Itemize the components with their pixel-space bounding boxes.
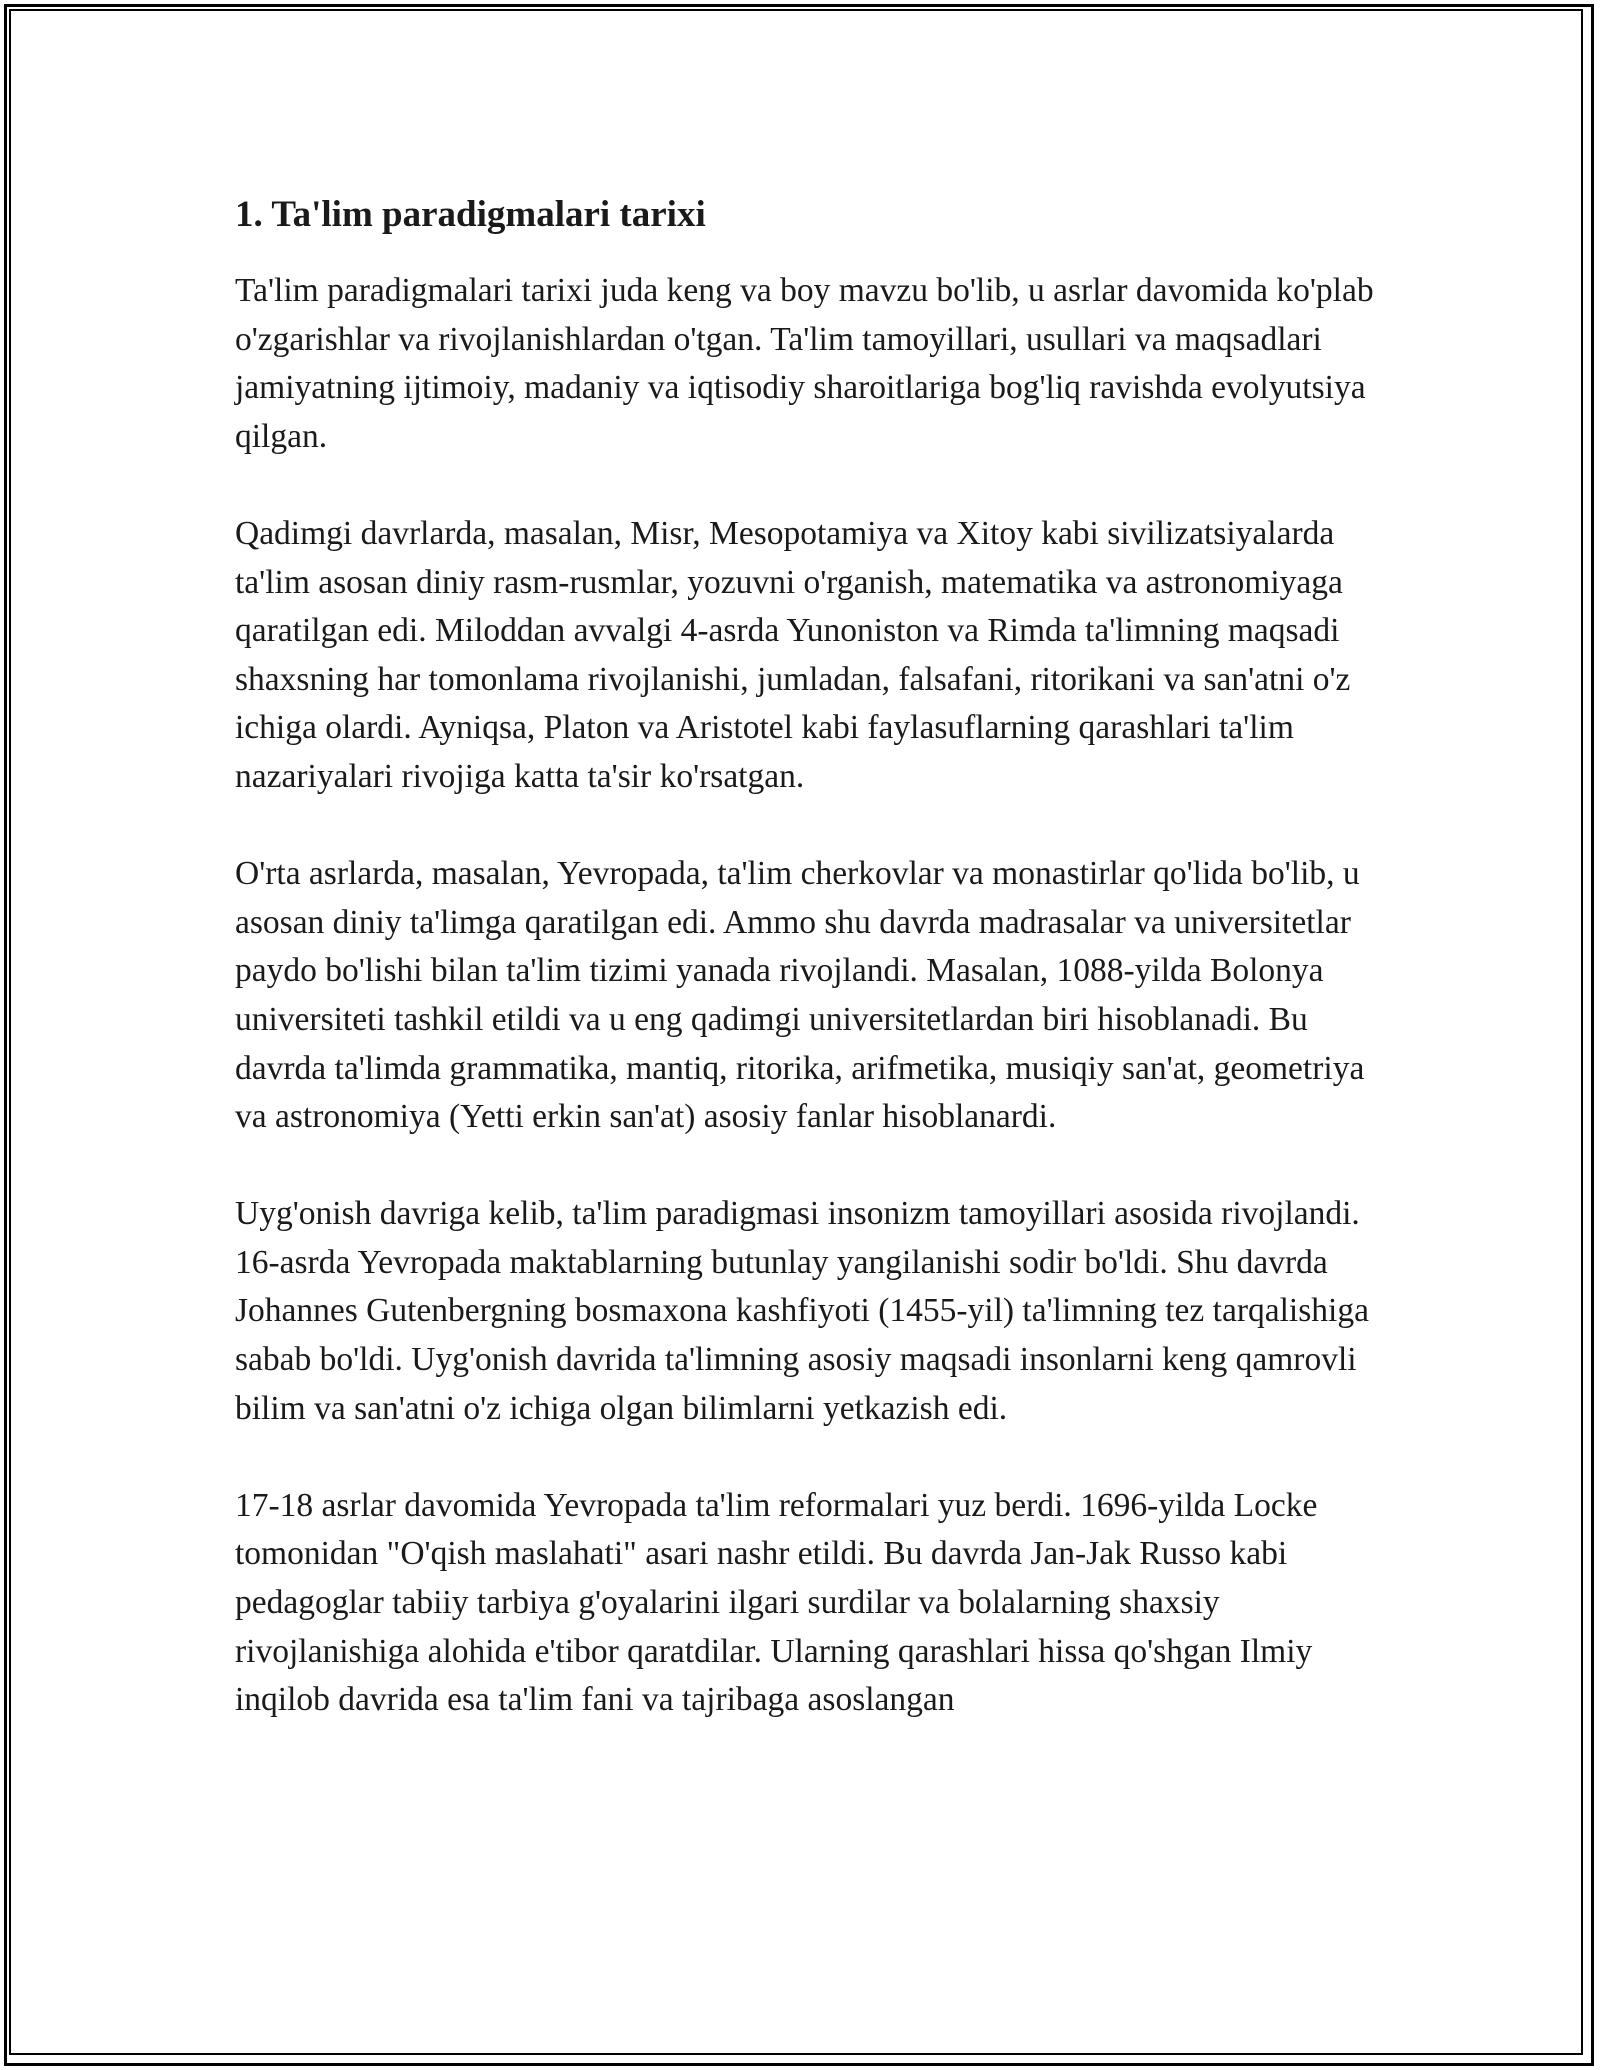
paragraph-2: Qadimgi davrlarda, masalan, Misr, Mesopotamiya va Xitoy kabi sivilizatsiyalarda ta'lim asosan diniy rasm-rusmlar, yozuvni o'rganish, matematika va astronomiyaga qaratilgan edi. Miloddan avvalgi 4-asrda Yunoniston va Rimda ta'limning maqsadi shaxsning har tomonlama rivojlanishi, jumladan, falsafani, ritorikani va san'atni o'z ichiga olardi. Ayniqsa, Platon va Aristotel kabi faylasuflarning qarashlari ta'lim nazariyalari rivojiga katta ta'sir ko'rsatgan. <box>235 514 1351 795</box>
paragraph-4: Uyg'onish davriga kelib, ta'lim paradigmasi insonizm tamoyillari asosida rivojlandi. 16-asrda Yevropada maktablarning butunlay yangilanishi sodir bo'ldi. Shu davrda Johannes Gutenbergning bosmaxona kashfiyoti (1455-yil) ta'limning tez tarqalishiga sabab bo'ldi. Uyg'onish davrida ta'limning asosiy maqsadi insonlarni keng qamrovli bilim va san'atni o'z ichiga olgan bilimlarni yetkazish edi. <box>235 1195 1369 1427</box>
document-body <box>235 185 1375 1773</box>
paragraph-1: Ta'lim paradigmalari tarixi juda keng va boy mavzu bo'lib, u asrlar davomida ko'plab o'zgarishlar va rivojlanishlardan o'tgan. Ta'lim tamoyillari, usullari va maqsadlari jamiyatning ijtimoiy, madaniy va iqtisodiy sharoitlariga bog'liq ravishda evolyutsiya qilgan. <box>235 272 1374 455</box>
paragraph-5: 17-18 asrlar davomida Yevropada ta'lim reformalari yuz berdi. 1696-yilda Locke tomonidan "O'qish maslahati" asari nashr etildi. Bu davrda Jan-Jak Russo kabi pedagoglar tabiiy tarbiya g'oyalarini ilgari surdilar va bolalarning shaxsiy rivojlanishiga alohida e'tibor qaratdilar. Ularning qarashlari hissa qo'shgan Ilmiy inqilob davrida esa ta'lim fani va tajribaga asoslangan <box>235 1486 1318 1719</box>
paragraph-3: O'rta asrlarda, masalan, Yevropada, ta'lim cherkovlar va monastirlar qo'lida bo'lib, u asosan diniy ta'limga qaratilgan edi. Ammo shu davrda madrasalar va universitetlar paydo bo'lishi bilan ta'lim tizimi yanada rivojlandi. Masalan, 1088-yilda Bolonya universiteti tashkil etildi va u eng qadimgi universitetlardan biri hisoblanadi. Bu davrda ta'limda grammatika, mantiq, ritorika, arifmetika, musiqiy san'at, geometriya va astronomiya (Yetti erkin san'at) asosiy fanlar hisoblanardi. <box>235 855 1365 1136</box>
section-heading: 1. Ta'lim paradigmalari tarixi <box>235 194 706 235</box>
